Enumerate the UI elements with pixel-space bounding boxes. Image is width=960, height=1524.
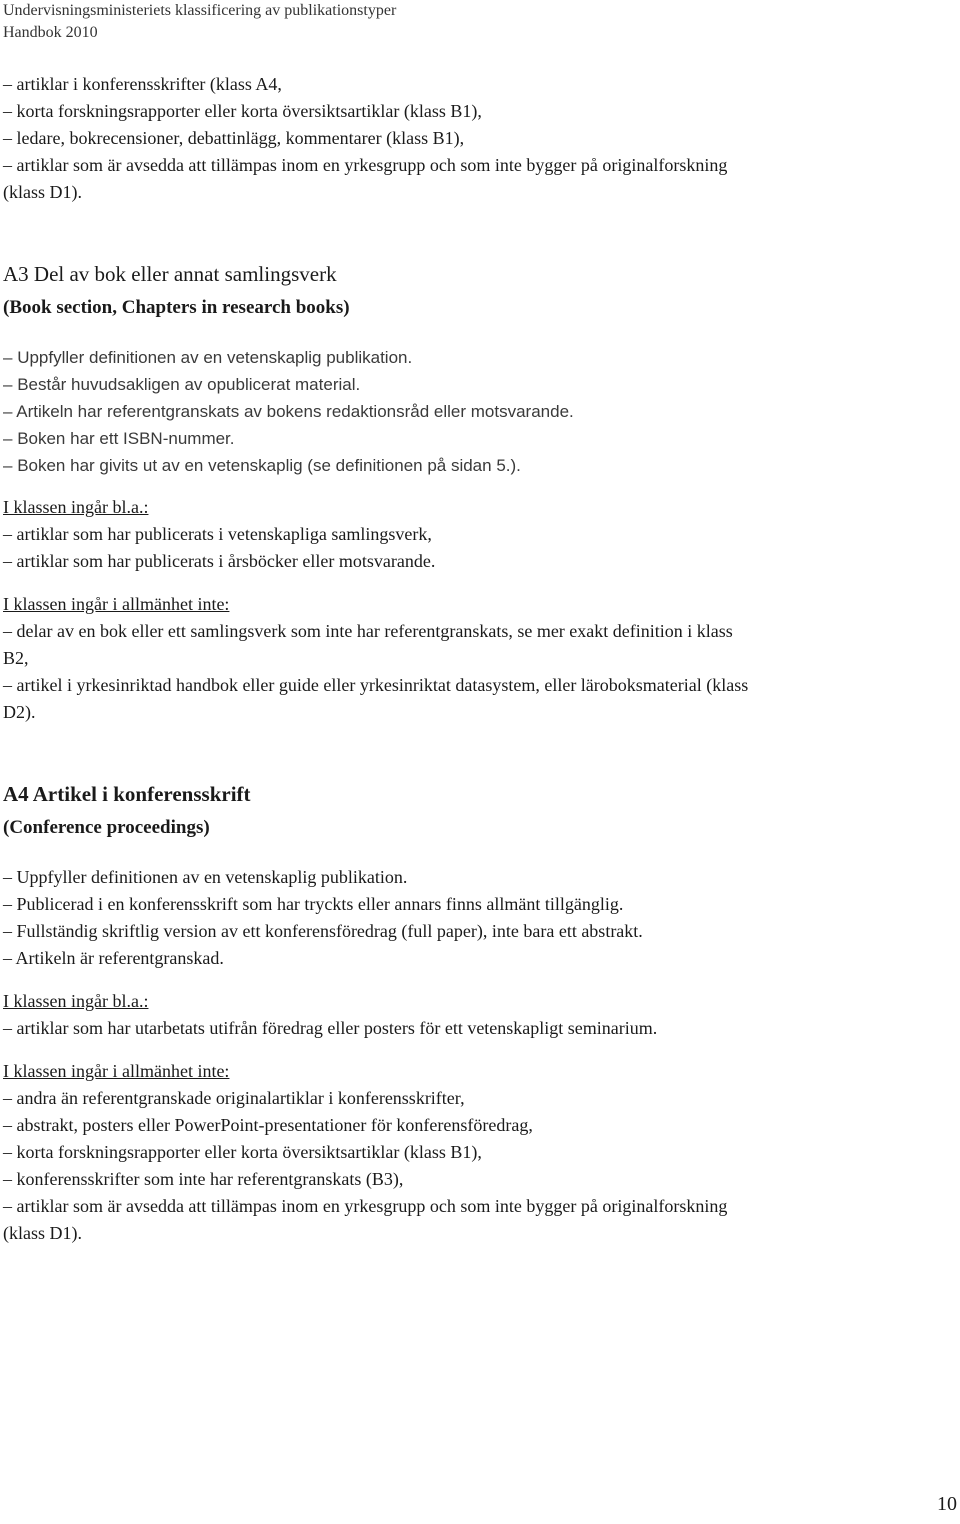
includes-label: I klassen ingår bl.a.:: [3, 497, 149, 517]
list-item: – artiklar i konferensskrifter (klass A4,: [3, 71, 943, 98]
criteria-item: – Boken har givits ut av en vetenskaplig (se definitionen på sidan 5.).: [3, 452, 943, 479]
list-item-continuation: (klass D1).: [3, 1223, 82, 1243]
list-item: – artiklar som har publicerats i vetenskapliga samlingsverk,: [3, 521, 943, 548]
list-item-continuation: (klass D1).: [3, 182, 82, 202]
list-item: – konferensskrifter som inte har referentgranskats (B3),: [3, 1166, 943, 1193]
list-item-continuation: B2,: [3, 648, 29, 668]
document-body: [3, 71, 943, 1247]
section-a3: [3, 258, 943, 726]
list-item: – artiklar som är avsedda att tillämpas inom en yrkesgrupp och som inte bygger på originalforskning: [3, 1193, 943, 1220]
header-subtitle: Handbok 2010: [3, 24, 98, 41]
list-item-continuation: D2).: [3, 702, 36, 722]
list-item: – andra än referentgranskade originalartiklar i konferensskrifter,: [3, 1085, 943, 1112]
criteria-item: – Uppfyller definitionen av en vetenskaplig publikation.: [3, 344, 943, 371]
criteria-item: – Boken har ett ISBN-nummer.: [3, 425, 943, 452]
criteria-item: – Består huvudsakligen av opublicerat material.: [3, 371, 943, 398]
includes-label: I klassen ingår bl.a.:: [3, 991, 149, 1011]
list-item: – artiklar som är avsedda att tillämpas inom en yrkesgrupp och som inte bygger på originalforskning: [3, 152, 943, 179]
list-item: – korta forskningsrapporter eller korta översiktsartiklar (klass B1),: [3, 98, 943, 125]
criteria-item: – Artikeln har referentgranskats av bokens redaktionsråd eller motsvarande.: [3, 398, 943, 425]
list-item: – delar av en bok eller ett samlingsverk som inte har referentgranskats, se mer exakt definition i klass: [3, 618, 943, 645]
section-a4: [3, 778, 943, 1247]
list-item: – artiklar som har publicerats i årsböcker eller motsvarande.: [3, 548, 943, 575]
criteria-list: [3, 864, 943, 972]
list-item: – ledare, bokrecensioner, debattinlägg, kommentarer (klass B1),: [3, 125, 943, 152]
list-item: – artiklar som har utarbetats utifrån föredrag eller posters för ett vetenskapligt seminarium.: [3, 1015, 943, 1042]
excludes-label: I klassen ingår i allmänhet inte:: [3, 594, 230, 614]
section-subtitle: (Conference proceedings): [3, 817, 210, 838]
criteria-item: – Fullständig skriftlig version av ett konferensföredrag (full paper), inte bara ett abstrakt.: [3, 918, 943, 945]
list-item: – abstrakt, posters eller PowerPoint-presentationer för konferensföredrag,: [3, 1112, 943, 1139]
intro-list: [3, 71, 943, 206]
criteria-item: – Publicerad i en konferensskrift som har tryckts eller annars finns allmänt tillgänglig.: [3, 891, 943, 918]
criteria-item: – Uppfyller definitionen av en vetenskaplig publikation.: [3, 864, 943, 891]
criteria-list: [3, 344, 943, 479]
header-title: Undervisningsministeriets klassificering av publikationstyper: [3, 2, 397, 19]
criteria-item: – Artikeln är referentgranskad.: [3, 945, 943, 972]
section-title: A3 Del av bok eller annat samlingsverk: [3, 262, 337, 286]
section-title: A4 Artikel i konferensskrift: [3, 782, 251, 806]
section-subtitle: (Book section, Chapters in research books): [3, 297, 350, 318]
list-item: – artikel i yrkesinriktad handbok eller guide eller yrkesinriktat datasystem, eller läroboksmaterial (klass: [3, 672, 943, 699]
page-number: 10: [937, 1493, 957, 1515]
excludes-label: I klassen ingår i allmänhet inte:: [3, 1061, 230, 1081]
list-item: – korta forskningsrapporter eller korta översiktsartiklar (klass B1),: [3, 1139, 943, 1166]
page-header: [3, 0, 396, 44]
